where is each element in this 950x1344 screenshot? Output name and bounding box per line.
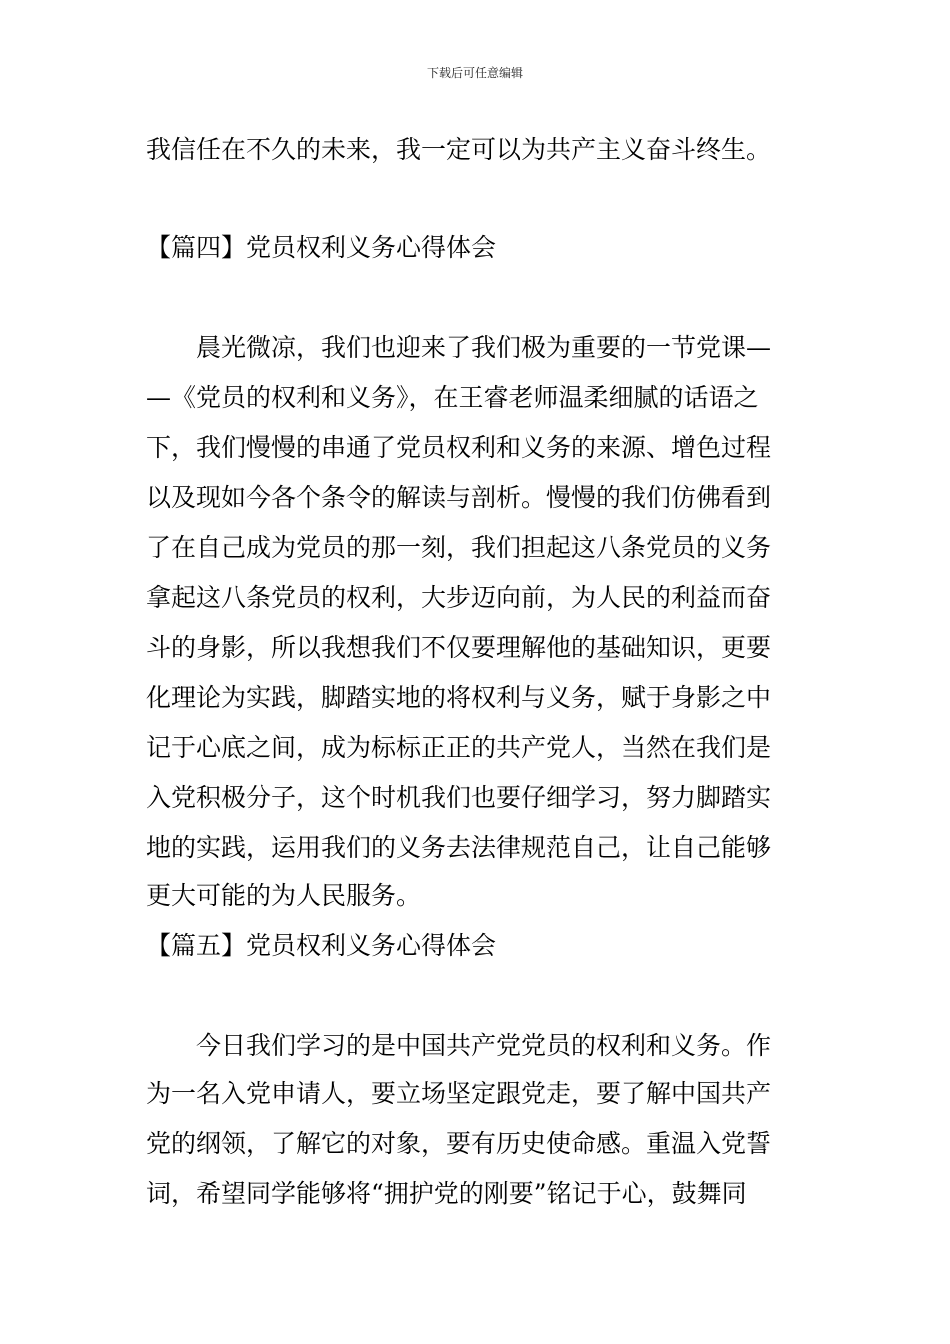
- section-5-paragraph-line: 党的纲领，了解它的对象，要有历史使命感。重温入党誓: [146, 1129, 772, 1158]
- section-5-paragraph-line: 今日我们学习的是中国共产党党员的权利和义务。作: [196, 1031, 772, 1060]
- section-4-paragraph-line: 以及现如今各个条令的解读与剖析。慢慢的我们仿佛看到: [146, 483, 772, 512]
- section-4-paragraph-line: 入党积极分子，这个时机我们也要仔细学习，努力脚踏实: [146, 783, 772, 812]
- section-4-paragraph-line: 下，我们慢慢的串通了党员权利和义务的来源、增色过程: [146, 433, 772, 462]
- page-header: 下载后可任意编辑: [426, 66, 523, 80]
- section-4-paragraph-line: —《党员的权利和义务》，在王睿老师温柔细腻的话语之: [146, 383, 759, 412]
- section-4-paragraph-line: 化理论为实践，脚踏实地的将权利与义务，赋于身影之中: [146, 683, 772, 712]
- section-4-heading: 【篇四】党员权利义务心得体会: [146, 233, 497, 262]
- section-5-paragraph-line: 词，希望同学能够将“拥护党的刚要”铭记于心，鼓舞同: [146, 1179, 747, 1208]
- section-4-paragraph-line: 了在自己成为党员的那一刻，我们担起这八条党员的义务: [146, 533, 772, 562]
- section-4-paragraph-line: 地的实践，运用我们的义务去法律规范自己，让自己能够: [146, 833, 772, 862]
- section-4-paragraph-line: 晨光微凉，我们也迎来了我们极为重要的一节党课—: [196, 333, 772, 362]
- section-4-paragraph-line: 斗的身影，所以我想我们不仅要理解他的基础知识，更要: [146, 633, 772, 662]
- opening-paragraph-line: 我信任在不久的未来，我一定可以为共产主义奋斗终生。: [146, 135, 772, 164]
- section-5-paragraph-line: 为一名入党申请人，要立场坚定跟党走，要了解中国共产: [146, 1079, 772, 1108]
- section-4-paragraph-line: 更大可能的为人民服务。: [146, 881, 422, 910]
- section-4-paragraph-line: 记于心底之间，成为标标正正的共产党人，当然在我们是: [146, 733, 772, 762]
- section-5-heading: 【篇五】党员权利义务心得体会: [146, 931, 497, 960]
- section-4-paragraph-line: 拿起这八条党员的权利，大步迈向前，为人民的利益而奋: [146, 583, 772, 612]
